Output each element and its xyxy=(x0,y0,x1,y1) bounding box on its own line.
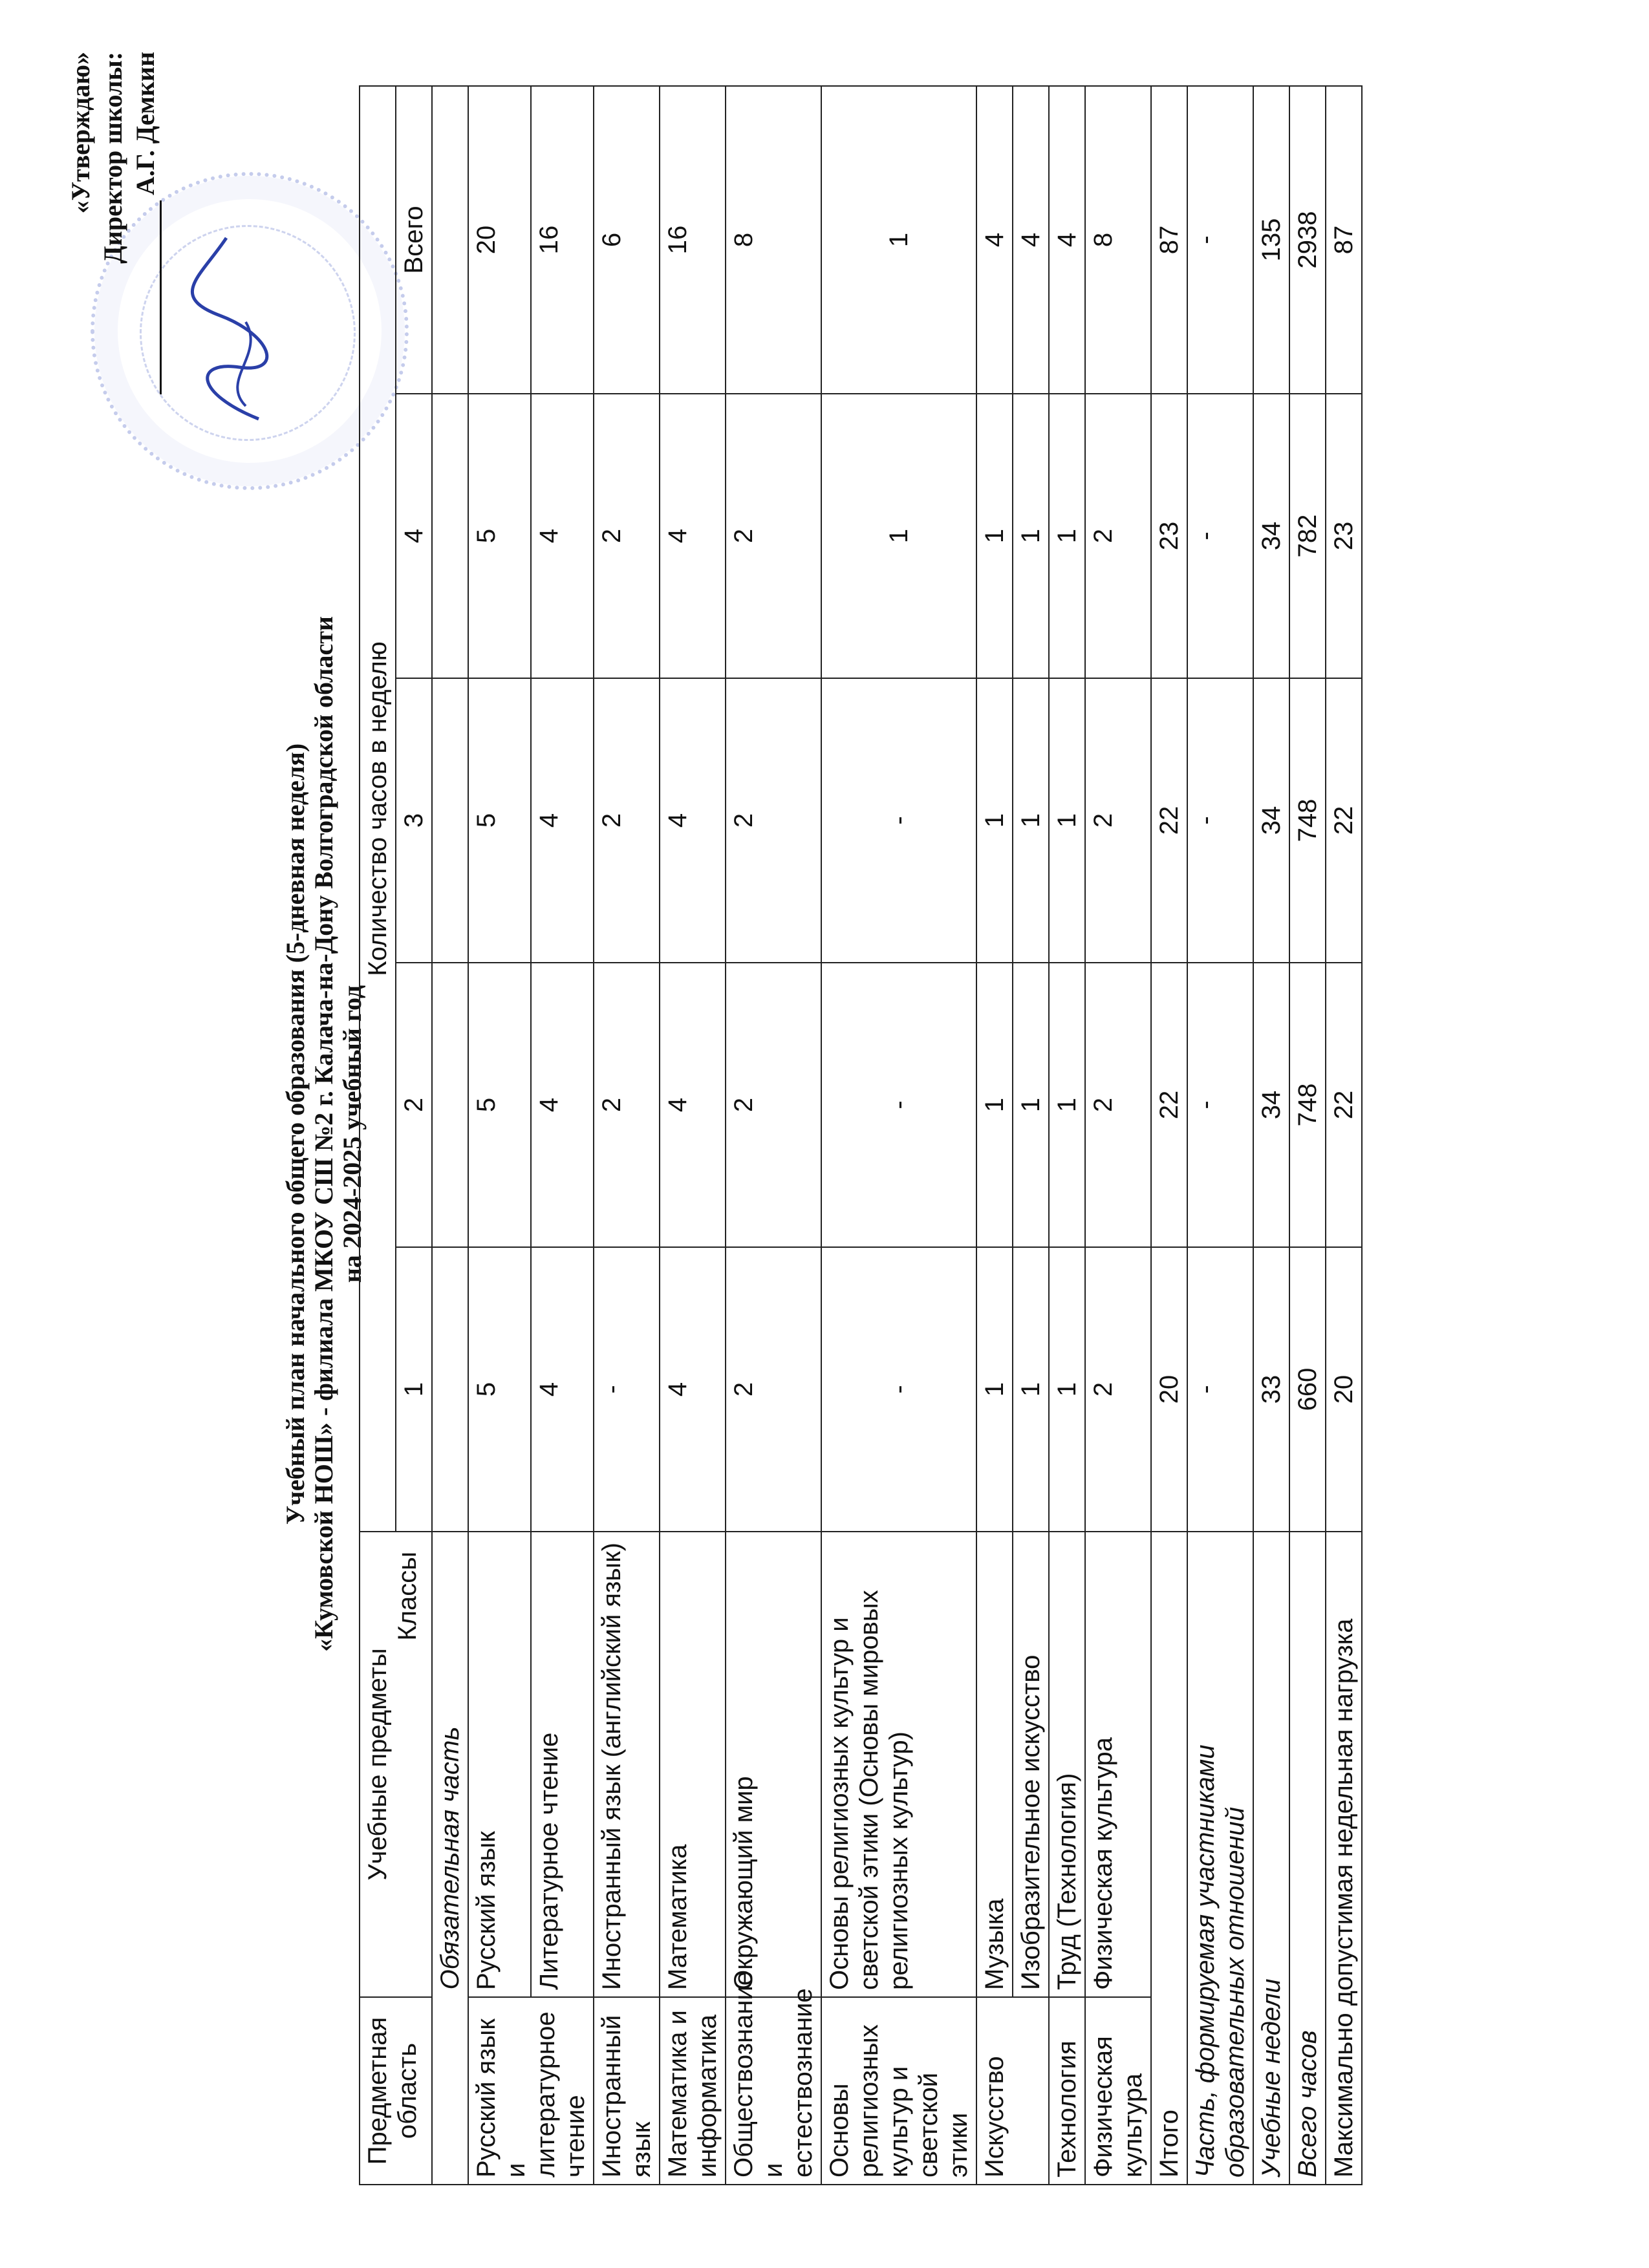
summary-value: 20 xyxy=(1326,1247,1362,1532)
value-cell: 1 xyxy=(1049,963,1085,1247)
table-row xyxy=(821,86,976,2185)
curriculum-table xyxy=(359,85,1363,2185)
header-row-1 xyxy=(360,86,396,2185)
header-grade-4: 4 xyxy=(396,394,432,678)
subject-cell: Изобразительное искусство xyxy=(1013,1532,1049,1997)
subject-cell: Музыка xyxy=(976,1532,1013,1997)
header-area: Предметная область xyxy=(360,1997,432,2185)
total-cell: 4 xyxy=(1013,86,1049,394)
value-cell: 1 xyxy=(976,394,1013,678)
subject-cell: Математика xyxy=(660,1532,726,1997)
value-cell: 2 xyxy=(594,394,660,678)
value-cell: 2 xyxy=(726,1247,821,1532)
value-cell: 4 xyxy=(531,394,594,678)
summary-row-max-load xyxy=(1326,86,1362,2185)
table-row xyxy=(660,86,726,2185)
subject-cell: Физическая культура xyxy=(1085,1532,1151,1997)
title-line-3: на 2024-2025 учебный год xyxy=(338,985,367,1283)
area-cell: Технология xyxy=(1049,1997,1085,2185)
summary-label: Итого xyxy=(1151,1532,1187,2185)
summary-value: - xyxy=(1187,1247,1253,1532)
subject-cell: Иностранный язык (английский язык) xyxy=(594,1532,660,1997)
table-row xyxy=(726,86,821,2185)
total-cell: 16 xyxy=(531,86,594,394)
value-cell: 4 xyxy=(531,1247,594,1532)
document-title xyxy=(281,0,367,2268)
value-cell: 1 xyxy=(1013,394,1049,678)
summary-value: 782 xyxy=(1289,394,1326,678)
value-cell: 4 xyxy=(531,963,594,1247)
value-cell: 4 xyxy=(660,678,726,963)
header-classes-label: Классы xyxy=(393,1552,422,1641)
summary-value: 33 xyxy=(1253,1247,1289,1532)
summary-value: - xyxy=(1187,394,1253,678)
value-cell: 1 xyxy=(821,394,976,678)
mandatory-part-label: Обязательная часть xyxy=(432,1532,468,2185)
value-cell: 2 xyxy=(594,963,660,1247)
header-subjects-label: Учебные предметы xyxy=(363,1648,392,1881)
header-grade-2: 2 xyxy=(396,963,432,1247)
area-cell: Основы религиозных культур и светской этики xyxy=(821,1997,976,2185)
header-grade-3: 3 xyxy=(396,678,432,963)
summary-total: 87 xyxy=(1326,86,1362,394)
summary-label: Всего часов xyxy=(1289,1532,1326,2185)
approval-heading: «Утверждаю» xyxy=(66,52,95,214)
summary-value: 22 xyxy=(1326,963,1362,1247)
value-cell: 4 xyxy=(660,394,726,678)
area-cell: Обществознание и естествознание xyxy=(726,1997,821,2185)
value-cell: 1 xyxy=(1013,678,1049,963)
summary-total: 2938 xyxy=(1289,86,1326,394)
summary-value: 22 xyxy=(1151,963,1187,1247)
value-cell: 5 xyxy=(468,963,531,1247)
value-cell: 1 xyxy=(976,678,1013,963)
signature-line xyxy=(160,200,162,394)
summary-value: 23 xyxy=(1326,394,1362,678)
subject-cell: Окружающий мир xyxy=(726,1532,821,1997)
summary-value: 748 xyxy=(1289,963,1326,1247)
summary-value: 34 xyxy=(1253,394,1289,678)
table-row xyxy=(1085,86,1151,2185)
table-row xyxy=(976,86,1013,2185)
value-cell: 2 xyxy=(1085,394,1151,678)
summary-value: 748 xyxy=(1289,678,1326,963)
value-cell: 2 xyxy=(594,678,660,963)
summary-value: 22 xyxy=(1151,678,1187,963)
total-cell: 4 xyxy=(1049,86,1085,394)
summary-label: Часть, формируемая участниками образовательных отношений xyxy=(1187,1532,1253,2185)
header-total: Всего xyxy=(396,86,432,394)
title-line-1: Учебный план начального общего образования (5-дневная неделя) xyxy=(281,743,310,1525)
summary-value: - xyxy=(1187,963,1253,1247)
value-cell: 2 xyxy=(726,394,821,678)
summary-label: Учебные недели xyxy=(1253,1532,1289,2185)
area-cell: Искусство xyxy=(976,1997,1049,2185)
summary-total: - xyxy=(1187,86,1253,394)
header-grade-1: 1 xyxy=(396,1247,432,1532)
value-cell: 4 xyxy=(660,963,726,1247)
value-cell: 2 xyxy=(726,963,821,1247)
title-line-2: «Кумовской НОШ» - филиала МКОУ СШ №2 г. Калача-на-Дону Волгоградской области xyxy=(309,616,338,1652)
total-cell: 16 xyxy=(660,86,726,394)
value-cell: 2 xyxy=(1085,678,1151,963)
total-cell: 20 xyxy=(468,86,531,394)
value-cell: 1 xyxy=(976,963,1013,1247)
summary-row-participants xyxy=(1187,86,1253,2185)
subject-cell: Основы религиозных культур и светской этики (Основы мировых религиозных культур) xyxy=(821,1532,976,1997)
value-cell: 4 xyxy=(660,1247,726,1532)
area-cell: Математика и информатика xyxy=(660,1997,726,2185)
summary-total: 135 xyxy=(1253,86,1289,394)
total-cell: 6 xyxy=(594,86,660,394)
total-cell: 1 xyxy=(821,86,976,394)
summary-total: 87 xyxy=(1151,86,1187,394)
director-signature xyxy=(181,225,285,432)
summary-value: - xyxy=(1187,678,1253,963)
director-name: А.Г. Демкин xyxy=(131,52,160,195)
summary-row-hours xyxy=(1289,86,1326,2185)
table-row xyxy=(1049,86,1085,2185)
value-cell: 4 xyxy=(531,678,594,963)
subject-cell: Труд (Технология) xyxy=(1049,1532,1085,1997)
value-cell: 5 xyxy=(468,394,531,678)
value-cell: - xyxy=(594,1247,660,1532)
value-cell: 1 xyxy=(1049,394,1085,678)
table-row xyxy=(531,86,594,2185)
area-cell: Русский язык и литературное чтение xyxy=(468,1997,594,2185)
summary-value: 34 xyxy=(1253,963,1289,1247)
subject-cell: Русский язык xyxy=(468,1532,531,1997)
value-cell: 1 xyxy=(1013,963,1049,1247)
value-cell: 1 xyxy=(1049,678,1085,963)
area-cell: Иностранный язык xyxy=(594,1997,660,2185)
value-cell: 2 xyxy=(726,678,821,963)
subject-cell: Литературное чтение xyxy=(531,1532,594,1997)
value-cell: 1 xyxy=(1013,1247,1049,1532)
total-cell: 4 xyxy=(976,86,1013,394)
table-row xyxy=(468,86,531,2185)
summary-label: Максимально допустимая недельная нагрузка xyxy=(1326,1532,1362,2185)
summary-value: 22 xyxy=(1326,678,1362,963)
table-row xyxy=(594,86,660,2185)
value-cell: 1 xyxy=(1049,1247,1085,1532)
value-cell: 5 xyxy=(468,678,531,963)
summary-value: 660 xyxy=(1289,1247,1326,1532)
area-cell: Физическая культура xyxy=(1085,1997,1151,2185)
table-row xyxy=(1013,86,1049,2185)
value-cell: - xyxy=(821,1247,976,1532)
summary-row-weeks xyxy=(1253,86,1289,2185)
value-cell: 2 xyxy=(1085,1247,1151,1532)
total-cell: 8 xyxy=(1085,86,1151,394)
value-cell: 5 xyxy=(468,1247,531,1532)
approval-position: Директор школы: xyxy=(98,52,127,264)
header-hours: Количество часов в неделю xyxy=(360,86,396,1532)
approval-block xyxy=(65,52,162,394)
header-subjects xyxy=(360,1532,432,1997)
total-cell: 8 xyxy=(726,86,821,394)
value-cell: - xyxy=(821,963,976,1247)
value-cell: 2 xyxy=(1085,963,1151,1247)
summary-value: 34 xyxy=(1253,678,1289,963)
summary-value: 20 xyxy=(1151,1247,1187,1532)
mandatory-part-row xyxy=(432,86,468,2185)
value-cell: 1 xyxy=(976,1247,1013,1532)
summary-value: 23 xyxy=(1151,394,1187,678)
summary-row-total xyxy=(1151,86,1187,2185)
approval-name-line xyxy=(129,52,162,394)
value-cell: - xyxy=(821,678,976,963)
